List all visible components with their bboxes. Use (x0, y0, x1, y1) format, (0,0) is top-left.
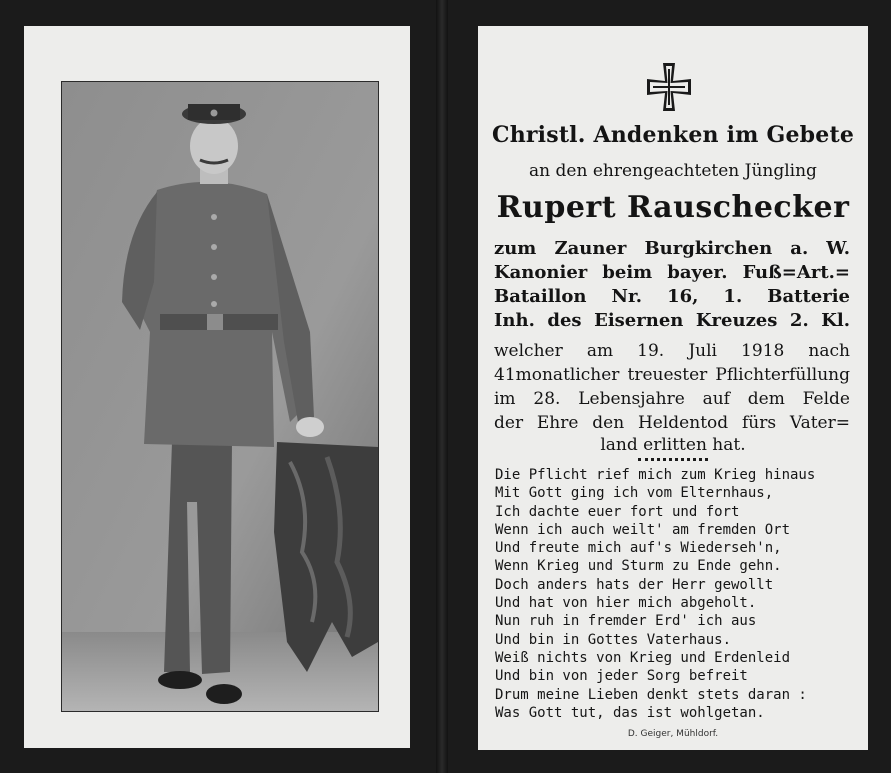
poem-line: Die Pflicht rief mich zum Krieg hinaus (495, 467, 816, 483)
soldier-portrait-image (62, 82, 378, 711)
printer-imprint: D. Geiger, Mühldorf. (627, 729, 719, 739)
poem-line: Mit Gott ging ich vom Elternhaus, (495, 485, 774, 502)
poem-line: Doch anders hats der Herr gewollt (495, 576, 774, 593)
memorial-text-panel (478, 26, 868, 750)
detail-line: Bataillon Nr. 16, 1. Batterie (494, 286, 850, 307)
death-text-line: 41monatlicher treuester Pflichterfüllung (494, 365, 850, 385)
death-text-line: der Ehre den Heldentod fürs Vater= (494, 413, 850, 433)
memorial-poem (495, 466, 860, 722)
poem-line: Wenn Krieg und Sturm zu Ende gehn. (495, 558, 782, 575)
death-text-line: welcher am 19. Juli 1918 nach (494, 341, 850, 361)
death-text-line: im 28. Lebensjahre auf dem Felde (494, 389, 850, 409)
dotted-divider (638, 458, 708, 461)
card-fold (436, 0, 448, 773)
iron-cross-icon (642, 60, 696, 114)
poem-line: Ich dachte euer fort und fort (495, 503, 740, 520)
poem-line: Drum meine Lieben denkt stets daran : (495, 686, 807, 703)
card-heading: Christl. Andenken im Gebete (491, 122, 855, 148)
poem-line: Und hat von hier mich abgeholt. (495, 595, 757, 612)
detail-line: Inh. des Eisernen Kreuzes 2. Kl. (494, 310, 850, 331)
photo-panel (24, 26, 410, 748)
detail-line: Kanonier beim bayer. Fuß=Art.= (494, 262, 850, 283)
portrait-photo (61, 81, 379, 712)
poem-line: Und bin von jeder Sorg befreit (495, 668, 748, 685)
poem-line: Und freute mich auf's Wiederseh'n, (495, 540, 782, 557)
deceased-name: Rupert Rauschecker (496, 190, 850, 225)
poem-line: Weiß nichts von Krieg und Erdenleid (495, 649, 791, 666)
poem-line: Wenn ich auch weilt' am fremden Ort (495, 521, 791, 538)
poem-line: Was Gott tut, das ist wohlgetan. (495, 704, 765, 721)
detail-line: zum Zauner Burgkirchen a. W. (494, 238, 850, 259)
death-text-line: land erlitten hat. (600, 435, 746, 455)
poem-line: Und bin in Gottes Vaterhaus. (495, 631, 732, 648)
card-intro: an den ehrengeachteten Jüngling (529, 161, 817, 181)
poem-line: Nun ruh in fremder Erd' ich aus (495, 613, 757, 630)
